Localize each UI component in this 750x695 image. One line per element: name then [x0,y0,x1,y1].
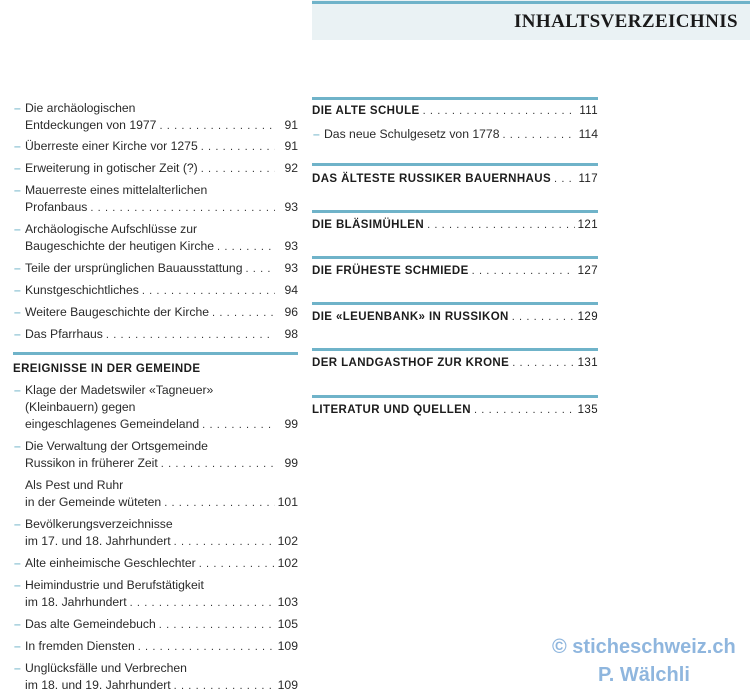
page-number: 93 [284,200,298,214]
page-number: 105 [277,617,298,631]
page-number: 98 [284,327,298,341]
section-title: DAS ÄLTESTE RUSSIKER BAUERNHAUS [312,173,552,185]
toc-entry[interactable] [13,304,298,322]
leader-dots [212,305,275,322]
toc-entry[interactable] [13,477,298,512]
toc-section[interactable] [312,311,598,323]
toc-section[interactable] [312,105,598,117]
leader-dots [202,417,275,434]
page-number: 109 [277,639,298,653]
leader-dots [164,495,274,512]
entry-text: Alte einheimische Geschlechter [25,556,196,570]
dash-bullet-icon: – [14,556,21,570]
section-rule [312,395,598,398]
section-rule [13,352,298,355]
page-number: 94 [284,283,298,297]
dash-bullet-icon: – [14,327,21,341]
page-number: 114 [578,127,598,141]
toc-section[interactable] [312,219,598,231]
title-band [312,0,750,40]
section-rule [312,163,598,166]
watermark-line: © sticheschweiz.ch [552,636,736,658]
toc-section[interactable] [312,265,598,277]
leader-dots [174,534,275,551]
dash-bullet-icon: – [14,161,21,175]
leader-dots [427,219,575,231]
leader-dots [159,617,275,634]
toc-entry[interactable] [13,660,298,695]
section-title: LITERATUR UND QUELLEN [312,404,471,416]
page-number: 103 [277,595,298,609]
entry-text: Klage der Madetswiler «Tagneuer» [25,383,214,397]
toc-entry[interactable] [13,438,298,473]
entry-text: Entdeckungen von 1977 [25,118,157,132]
dash-bullet-icon: – [14,283,21,297]
entry-text: eingeschlagenes Gemeindeland [25,417,200,431]
leader-dots [90,200,275,217]
section-rule [312,210,598,213]
page-number: 117 [578,173,598,185]
entry-text: im 18. Jahrhundert [25,595,127,609]
page-number: 99 [284,456,298,470]
page-number: 127 [577,265,598,277]
section-rule [312,302,598,305]
page-number: 92 [284,161,298,175]
entry-text: Teile der ursprünglichen Bauausstattung [25,261,243,275]
page-number: 129 [577,311,598,323]
dash-bullet-icon: – [14,439,21,453]
leader-dots [201,161,275,178]
toc-section[interactable] [312,173,598,185]
dash-bullet-icon: – [14,101,21,115]
entry-text: Als Pest und Ruhr [25,478,124,492]
entry-text: im 18. und 19. Jahrhundert [25,678,171,692]
toc-entry[interactable] [13,182,298,217]
entry-text: Baugeschichte der heutigen Kirche [25,239,215,253]
toc-entry[interactable] [13,138,298,156]
dash-bullet-icon: – [14,139,21,153]
entry-text: In fremden Diensten [25,639,135,653]
page-number: 121 [577,219,598,231]
entry-text: Archäologische Aufschlüsse zur [25,222,198,236]
toc-entry[interactable] [13,516,298,551]
page-title: INHALTSVERZEICHNIS [513,11,738,32]
page-number: 135 [577,404,598,416]
dash-bullet-icon: – [14,305,21,319]
entry-text: Russikon in früherer Zeit [25,456,158,470]
leader-dots [201,139,275,156]
entry-text: Die archäologischen [25,101,136,115]
entry-text: Überreste einer Kirche vor 1275 [25,139,198,153]
leader-dots [245,261,275,278]
leader-dots [199,556,275,573]
toc-entry[interactable] [13,160,298,178]
entry-text: Die Verwaltung der Ortsgemeinde [25,439,208,453]
leader-dots [217,239,275,256]
leader-dots [161,456,275,473]
toc-entry[interactable] [13,221,298,256]
entry-text: Das Pfarrhaus [25,327,103,341]
toc-entry[interactable] [13,260,298,278]
toc-entry[interactable] [13,100,298,135]
entry-text: Unglücksfälle und Verbrechen [25,661,187,675]
leader-dots [423,105,575,117]
toc-entry[interactable] [13,577,298,612]
section-rule [312,348,598,351]
leader-dots [106,327,275,344]
entry-text: Bevölkerungsverzeichnisse [25,517,173,531]
page-number: 91 [284,139,298,153]
section-rule [312,256,598,259]
entry-text: Das neue Schulgesetz von 1778 [324,127,500,141]
toc-section[interactable] [312,357,598,369]
entry-text: Weitere Baugeschichte der Kirche [25,305,210,319]
dash-bullet-icon: – [14,661,21,675]
dash-bullet-icon: – [14,261,21,275]
leader-dots [472,265,575,277]
entry-text: (Kleinbauern) gegen [25,400,136,414]
entry-text: im 17. und 18. Jahrhundert [25,534,171,548]
section-rule [312,97,598,100]
page-number: 102 [277,534,298,548]
toc-entry[interactable] [13,282,298,300]
leader-dots [138,639,275,656]
dash-bullet-icon: – [14,517,21,531]
entry-text: Heimindustrie und Berufstätigkeit [25,578,204,592]
toc-entry[interactable] [13,616,298,634]
page-number: 96 [284,305,298,319]
entry-text: Mauerreste eines mittelalterlichen [25,183,208,197]
page-number: 102 [277,556,298,570]
toc-entry[interactable] [13,555,298,573]
watermark-line: P. Wälchli [598,664,690,686]
page-number: 111 [579,105,598,117]
dash-bullet-icon: – [14,183,21,197]
entry-text: Profanbaus [25,200,88,214]
page-number: 101 [277,495,298,509]
section-title: DER LANDGASTHOF ZUR KRONE [312,357,510,369]
leader-dots [474,404,575,416]
page-number: 91 [284,118,298,132]
section-title: DIE ALTE SCHULE [312,105,420,117]
toc-entry[interactable] [13,638,298,656]
toc-entry[interactable] [13,326,298,344]
leader-dots [142,283,275,300]
leader-dots [512,311,575,323]
dash-bullet-icon: – [14,639,21,653]
gemeinde-list [13,382,298,695]
entry-text: Kunstgeschichtliches [25,283,139,297]
toc-entry[interactable] [13,382,298,434]
dash-bullet-icon: – [14,222,21,236]
page-number: 131 [577,357,598,369]
entry-text: Das alte Gemeindebuch [25,617,156,631]
leader-dots [503,127,576,144]
toc-entry[interactable] [312,126,598,144]
leader-dots [554,173,575,185]
dash-bullet-icon: – [14,383,21,397]
page-number: 99 [284,417,298,431]
section-title: DIE FRÜHESTE SCHMIEDE [312,265,469,277]
section-title: DIE BLÄSIMÜHLEN [312,219,425,231]
entry-text: Erweiterung in gotischer Zeit (?) [25,161,198,175]
page-number: 109 [277,678,298,692]
dash-bullet-icon: – [14,617,21,631]
leader-dots [512,357,574,369]
section-heading[interactable]: EREIGNISSE IN DER GEMEINDE [13,363,201,375]
leader-dots [159,118,275,135]
toc-section[interactable] [312,404,598,416]
left-top-list [13,100,298,344]
leader-dots [130,595,275,612]
page-number: 93 [284,239,298,253]
section-title: DIE «LEUENBANK» IN RUSSIKON [312,311,509,323]
page-number: 93 [284,261,298,275]
dash-bullet-icon: – [14,578,21,592]
leader-dots [174,678,275,695]
entry-text: in der Gemeinde wüteten [25,495,162,509]
dash-bullet-icon: – [313,127,320,141]
